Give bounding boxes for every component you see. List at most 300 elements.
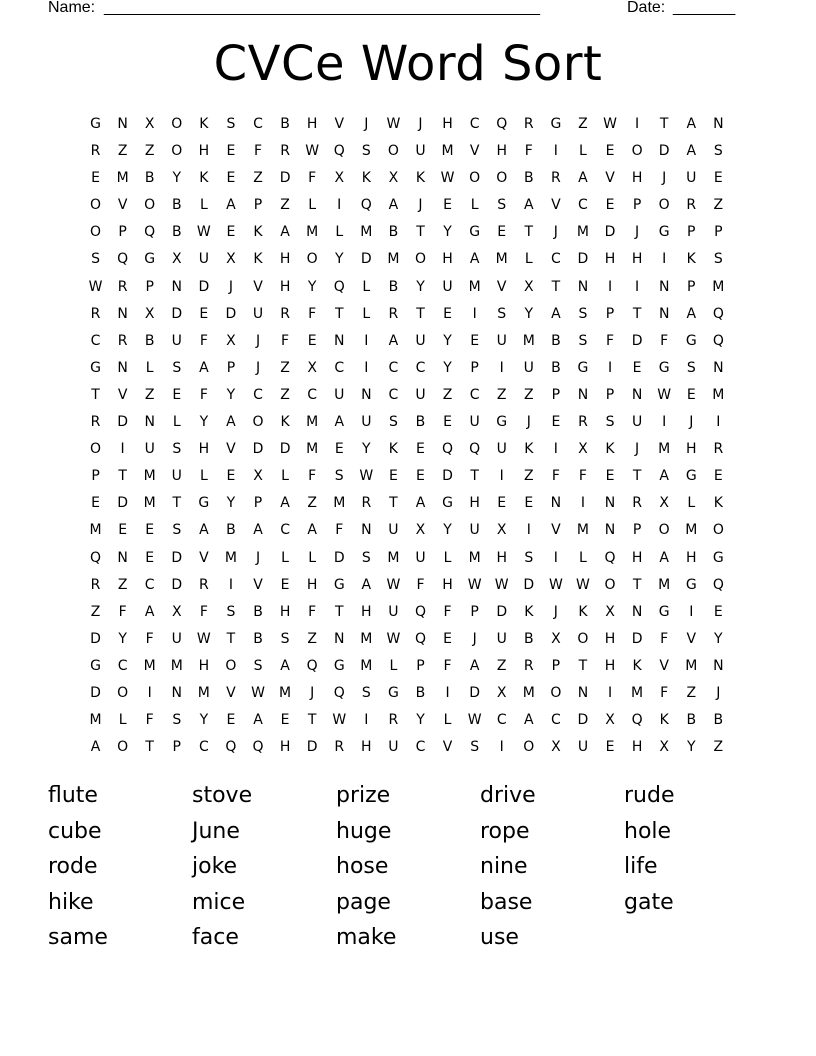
grid-letter: S [172,522,182,539]
grid-letter: D [442,468,453,485]
grid-letter: O [523,739,535,756]
grid-letter: T [659,116,669,132]
grid-letter: V [605,170,615,187]
grid-letter: A [199,359,209,376]
grid-letter: S [713,143,723,160]
grid-letter: K [388,441,398,458]
word-bank-item: cube [48,818,102,844]
grid-letter: H [279,739,291,756]
grid-letter: X [334,170,345,187]
grid-letter: N [117,359,128,376]
grid-letter: L [579,143,587,160]
grid-letter: Z [253,170,263,187]
grid-letter: U [388,603,399,620]
grid-letter: Y [416,278,425,295]
grid-letter: H [361,603,372,620]
grid-letter: H [631,549,643,566]
grid-letter: A [90,739,101,756]
grid-letter: T [524,224,534,241]
grid-letter: L [443,712,452,729]
grid-letter: D [117,414,128,431]
word-bank-item: drive [480,783,536,808]
grid-letter: S [361,549,371,566]
grid-letter: N [713,359,724,376]
grid-letter: U [415,332,426,349]
grid-letter: K [253,251,263,268]
grid-letter: O [225,657,237,674]
grid-letter: O [712,522,724,539]
grid-letter: S [253,657,263,674]
grid-letter: I [553,441,558,458]
grid-letter: V [442,739,453,756]
grid-letter: K [578,603,588,620]
grid-letter: A [334,414,345,431]
grid-letter: O [496,170,508,187]
grid-letter: H [442,116,453,132]
grid-letter: E [497,495,507,512]
grid-letter: X [659,495,669,512]
grid-letter: U [388,522,399,539]
word-bank-row [48,849,768,885]
grid-letter: M [631,684,644,701]
grid-letter: P [253,197,263,214]
grid-letter: D [171,576,183,593]
grid-letter: M [143,495,156,512]
grid-letter: W [332,712,347,729]
grid-letter: E [145,522,155,539]
grid-letter: Z [523,468,534,485]
grid-letter: F [199,386,208,403]
grid-letter: M [387,251,400,268]
grid-letter: V [551,522,561,539]
grid-letter: I [120,441,125,458]
grid-letter: A [659,549,669,566]
word-bank-item: face [192,925,239,951]
grid-letter: L [281,549,289,566]
grid-letter: U [496,630,507,647]
grid-letter: Q [496,116,508,132]
grid-letter: L [524,251,533,268]
grid-letter: F [578,468,587,485]
grid-letter: D [252,441,264,458]
grid-letter: R [90,143,101,160]
grid-letter: D [117,495,128,512]
grid-letter: J [364,116,369,132]
grid-letter: Y [416,712,425,729]
grid-letter: H [631,739,643,756]
grid-letter: Q [631,712,643,729]
grid-letter: D [171,305,183,322]
grid-letter: I [364,359,369,376]
grid-letter: G [90,359,101,376]
grid-letter: H [306,116,318,132]
grid-letter: R [632,495,642,512]
grid-letter: C [253,386,263,403]
grid-letter: U [469,522,480,539]
grid-letter: G [658,224,670,241]
grid-letter: E [443,197,452,214]
grid-letter: N [334,332,345,349]
grid-letter: O [117,684,129,701]
grid-letter: X [226,251,236,268]
grid-letter: I [499,359,504,376]
grid-letter: G [469,224,481,241]
grid-letter: W [603,116,617,132]
grid-letter: J [418,197,423,214]
grid-letter: W [386,116,401,132]
grid-letter: Y [226,386,236,403]
grid-letter: X [578,441,588,458]
grid-letter: M [143,468,156,485]
grid-letter: E [551,414,561,431]
grid-letter: X [551,739,561,756]
grid-letter: M [685,657,698,674]
grid-letter: W [88,278,103,295]
grid-letter: T [145,739,154,756]
word-bank-row [48,778,768,814]
grid-letter: Q [712,332,724,349]
grid-letter: P [551,386,561,403]
grid-letter: Q [712,305,724,322]
grid-letter: F [551,468,560,485]
grid-letter: M [89,712,102,729]
grid-letter: M [279,684,292,701]
word-bank-item: hike [48,889,94,915]
grid-letter: U [686,170,697,187]
grid-letter: M [306,224,319,241]
grid-letter: T [470,468,479,485]
word-bank-item: base [480,889,533,915]
grid-letter: T [632,305,642,322]
grid-letter: Q [306,657,318,674]
grid-letter: Q [414,603,426,620]
grid-letter: C [388,386,399,403]
grid-row [82,734,732,761]
grid-letter: V [496,278,507,295]
grid-letter: W [576,576,590,593]
grid-letter: A [524,197,534,214]
grid-letter: W [657,386,672,403]
grid-letter: V [659,657,669,674]
grid-letter: B [171,197,182,214]
grid-letter: I [364,712,369,729]
grid-letter: H [631,251,643,268]
grid-letter: L [172,414,181,431]
grid-letter: Y [524,305,534,322]
grid-letter: C [334,359,345,376]
grid-letter: J [228,278,233,295]
grid-letter: B [253,603,263,620]
grid-letter: Y [362,441,371,458]
grid-letter: Z [280,359,290,376]
grid-letter: N [334,630,345,647]
grid-row [82,301,732,328]
grid-letter: D [225,305,237,322]
grid-row [82,165,732,192]
grid-letter: A [578,170,588,187]
grid-letter: K [199,170,209,187]
grid-letter: B [551,359,561,376]
grid-letter: R [523,657,534,674]
grid-letter: Z [496,657,507,674]
grid-letter: D [360,251,372,268]
grid-letter: V [117,197,128,214]
grid-letter: U [388,739,399,756]
grid-letter: B [144,332,155,349]
grid-letter: U [171,630,182,647]
grid-letter: J [689,414,694,431]
word-bank-item: hole [624,818,672,844]
word-bank-item: gate [624,889,674,915]
grid-letter: B [388,224,399,241]
grid-letter: M [306,414,319,431]
grid-letter: A [361,576,372,593]
word-bank-item: make [336,925,397,951]
grid-letter: F [660,630,669,647]
grid-letter: W [196,224,211,241]
grid-letter: E [226,712,236,729]
grid-letter: C [550,251,561,268]
grid-letter: N [658,305,670,322]
grid-letter: M [441,143,454,160]
grid-letter: D [333,549,345,566]
grid-letter: M [170,657,183,674]
grid-letter: B [415,684,426,701]
grid-letter: S [334,468,344,485]
grid-row [82,517,732,544]
grid-letter: V [199,549,209,566]
grid-letter: M [468,278,481,295]
grid-row [82,599,732,626]
grid-letter: E [334,441,344,458]
grid-letter: M [658,441,671,458]
grid-row [82,490,732,517]
page-title: CVCe Word Sort [213,36,603,92]
grid-letter: I [472,305,477,322]
grid-letter: P [551,657,561,674]
grid-letter: O [414,251,426,268]
grid-letter: W [196,630,211,647]
grid-letter: I [607,278,613,295]
grid-letter: H [685,549,697,566]
grid-letter: Q [333,143,345,160]
grid-letter: N [144,414,155,431]
grid-letter: M [576,224,589,241]
grid-letter: G [496,414,508,431]
grid-letter: V [253,278,263,295]
grid-row [82,192,732,219]
grid-letter: A [307,522,317,539]
grid-row [82,626,732,653]
grid-letter: G [685,576,697,593]
grid-letter: M [522,332,535,349]
grid-letter: M [143,657,156,674]
grid-letter: A [469,657,480,674]
grid-letter: O [306,251,318,268]
grid-letter: D [198,278,210,295]
grid-letter: B [253,630,263,647]
grid-letter: E [280,576,290,593]
grid-letter: Q [225,739,237,756]
grid-letter: K [713,495,723,512]
grid-letter: V [226,684,236,701]
grid-letter: O [387,143,399,160]
word-bank [48,778,768,956]
grid-letter: F [118,603,127,620]
grid-letter: I [635,278,640,295]
grid-letter: P [687,224,696,241]
word-bank-item: nine [480,854,528,880]
grid-letter: T [551,278,561,295]
grid-letter: U [442,278,453,295]
grid-letter: W [251,684,265,701]
grid-letter: I [228,576,233,593]
grid-letter: R [90,414,101,431]
grid-letter: E [524,495,534,512]
grid-letter: V [686,630,697,647]
grid-letter: G [144,251,156,268]
grid-letter: T [334,305,344,322]
grid-row [82,274,732,301]
grid-letter: W [386,630,401,647]
grid-letter: J [472,630,477,647]
grid-letter: Q [712,576,724,593]
grid-row [82,111,732,138]
grid-letter: D [496,603,508,620]
grid-letter: G [550,116,562,132]
grid-letter: D [171,549,183,566]
grid-letter: B [523,630,534,647]
grid-letter: H [496,549,507,566]
grid-letter: C [198,739,209,756]
grid-row [82,328,732,355]
grid-letter: J [255,332,261,349]
date-label: Date: [627,0,666,16]
grid-letter: C [388,359,399,376]
grid-letter: Z [144,386,155,403]
grid-letter: B [171,224,182,241]
grid-letter: F [253,143,263,160]
grid-letter: C [117,657,128,674]
grid-letter: M [522,684,535,701]
grid-letter: G [387,684,399,701]
grid-letter: K [361,170,371,187]
grid-letter: M [576,522,589,539]
grid-letter: E [443,305,452,322]
grid-letter: F [443,603,452,620]
grid-letter: T [172,495,182,512]
grid-letter: L [199,197,208,214]
grid-letter: Z [280,197,290,214]
word-bank-item: huge [336,818,392,844]
grid-letter: M [712,386,725,403]
grid-letter: K [605,441,615,458]
grid-letter: W [305,143,320,160]
grid-letter: M [116,170,129,187]
grid-letter: R [117,278,128,295]
grid-letter: I [499,739,504,756]
grid-letter: C [90,332,101,349]
grid-letter: W [359,468,374,485]
grid-letter: U [577,739,589,756]
grid-letter: Z [496,386,507,403]
grid-letter: Q [252,739,264,756]
grid-letter: A [280,657,290,674]
grid-letter: E [632,359,642,376]
grid-letter: L [470,197,479,214]
grid-letter: U [171,468,182,485]
grid-row [82,409,732,436]
grid-letter: R [551,170,561,187]
grid-row [82,246,732,273]
grid-letter: A [686,116,697,132]
grid-letter: J [553,603,558,620]
grid-letter: D [631,332,643,349]
grid-letter: D [279,170,291,187]
grid-letter: C [469,386,480,403]
grid-letter: Q [442,441,454,458]
grid-letter: X [523,278,534,295]
grid-letter: M [468,549,481,566]
grid-letter: I [689,603,694,620]
grid-letter: R [388,305,399,322]
grid-letter: B [523,170,534,187]
grid-letter: S [497,305,507,322]
grid-letter: C [415,359,426,376]
grid-letter: O [658,522,670,539]
grid-letter: O [252,414,264,431]
grid-row [82,707,732,734]
grid-letter: Z [713,197,724,214]
grid-letter: D [306,739,318,756]
grid-letter: H [198,143,210,160]
grid-letter: N [117,305,128,322]
grid-letter: K [415,170,426,187]
grid-letter: H [604,657,616,674]
grid-letter: Y [118,630,127,647]
grid-letter: P [687,278,696,295]
grid-letter: A [199,522,209,539]
grid-letter: C [144,576,155,593]
grid-letter: P [91,468,100,485]
grid-letter: D [279,441,291,458]
word-bank-item: joke [192,854,238,880]
grid-letter: E [280,712,290,729]
grid-row [82,572,732,599]
grid-letter: E [118,522,128,539]
grid-letter: I [553,549,558,566]
grid-letter: I [716,414,721,431]
grid-letter: A [469,251,480,268]
grid-letter: Y [443,332,452,349]
grid-letter: Z [90,603,101,620]
grid-letter: T [389,495,398,512]
grid-letter: U [361,414,372,431]
grid-letter: M [360,657,373,674]
grid-letter: U [496,332,507,349]
grid-letter: R [361,495,372,512]
name-label: Name: [48,0,96,16]
grid-letter: U [415,143,426,160]
grid-letter: T [632,576,642,593]
grid-letter: A [388,197,399,214]
grid-letter: H [306,576,318,593]
grid-letter: E [713,603,723,620]
grid-letter: G [442,495,453,512]
grid-letter: G [90,116,101,132]
grid-letter: D [577,251,589,268]
grid-letter: F [281,332,290,349]
